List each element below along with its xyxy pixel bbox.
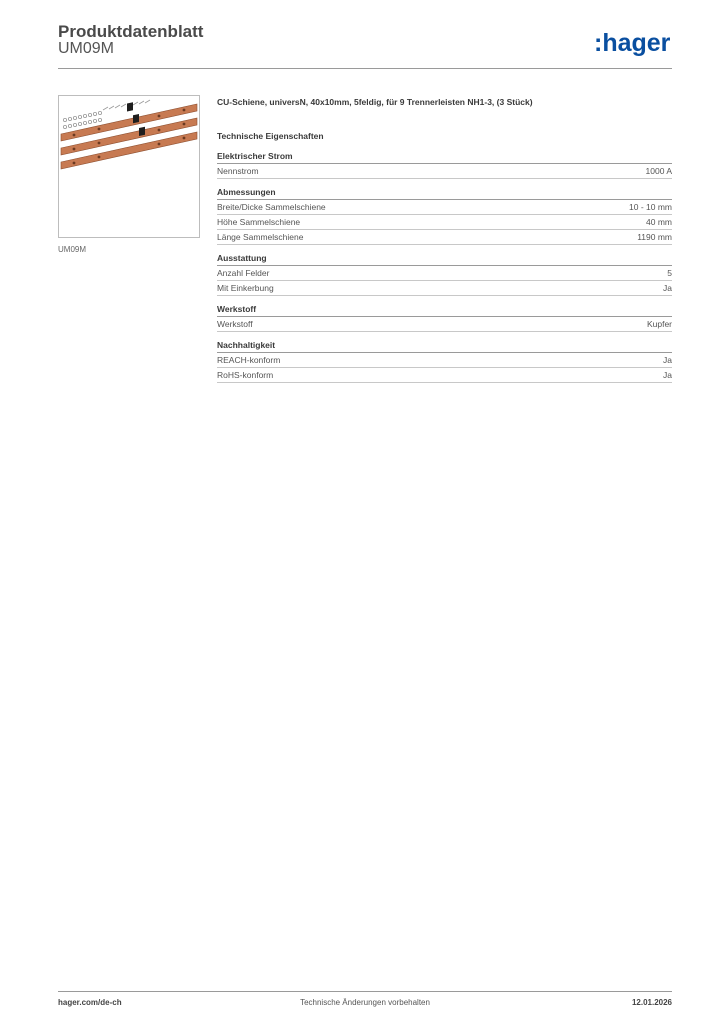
property-value: 5: [667, 268, 672, 278]
property-row: [217, 266, 672, 281]
property-group-electric: [217, 150, 672, 179]
bolt-row: [103, 100, 150, 110]
property-value: 40 mm: [646, 217, 672, 227]
product-details: [217, 95, 672, 383]
property-group-material: [217, 303, 672, 332]
footer-website-link[interactable]: hager.com/de-ch: [58, 998, 122, 1007]
copper-busbar-illustration: [59, 96, 199, 237]
group-heading: Ausstattung: [217, 252, 672, 266]
property-group-sustainability: [217, 339, 672, 383]
property-value: 10 - 10 mm: [629, 202, 672, 212]
property-label: Mit Einkerbung: [217, 283, 274, 293]
property-value: 1190 mm: [637, 232, 672, 242]
property-row: [217, 353, 672, 368]
property-label: RoHS-konform: [217, 370, 274, 380]
property-row: [217, 164, 672, 179]
article-number: UM09M: [58, 40, 115, 57]
property-value: Ja: [663, 355, 672, 365]
property-value: Ja: [663, 370, 672, 380]
group-heading: Elektrischer Strom: [217, 150, 672, 164]
header-divider: [58, 68, 672, 69]
property-row: [217, 317, 672, 332]
image-caption: UM09M: [58, 245, 87, 254]
property-label: Breite/Dicke Sammelschiene: [217, 202, 326, 212]
property-group-equipment: [217, 252, 672, 296]
property-label: Werkstoff: [217, 319, 253, 329]
svg-text::hager: :hager: [594, 29, 671, 57]
property-label: Länge Sammelschiene: [217, 232, 304, 242]
group-heading: Nachhaltigkeit: [217, 339, 672, 353]
property-value: 1000 A: [645, 166, 672, 176]
property-row: [217, 200, 672, 215]
product-image: [58, 95, 200, 238]
footer-divider: [58, 991, 672, 992]
hager-logo: [594, 26, 674, 58]
property-label: Nennstrom: [217, 166, 259, 176]
properties-heading: Technische Eigenschaften: [217, 131, 324, 141]
property-value: Ja: [663, 283, 672, 293]
property-label: Anzahl Felder: [217, 268, 270, 278]
group-heading: Abmessungen: [217, 186, 672, 200]
footer-disclaimer: Technische Änderungen vorbehalten: [300, 998, 430, 1007]
property-row: [217, 215, 672, 230]
property-row: [217, 281, 672, 296]
property-label: Höhe Sammelschiene: [217, 217, 301, 227]
property-label: REACH-konform: [217, 355, 281, 365]
footer-date: 12.01.2026: [631, 998, 672, 1007]
page-title: Produktdatenblatt: [58, 22, 204, 41]
property-row: [217, 230, 672, 245]
property-value: Kupfer: [646, 319, 672, 329]
property-row: [217, 368, 672, 383]
group-heading: Werkstoff: [217, 303, 672, 317]
product-title: CU-Schiene, universN, 40x10mm, 5feldig, für 9 Trennerleisten NH1-3, (3 Stück): [217, 97, 533, 107]
property-group-dimensions: [217, 186, 672, 245]
